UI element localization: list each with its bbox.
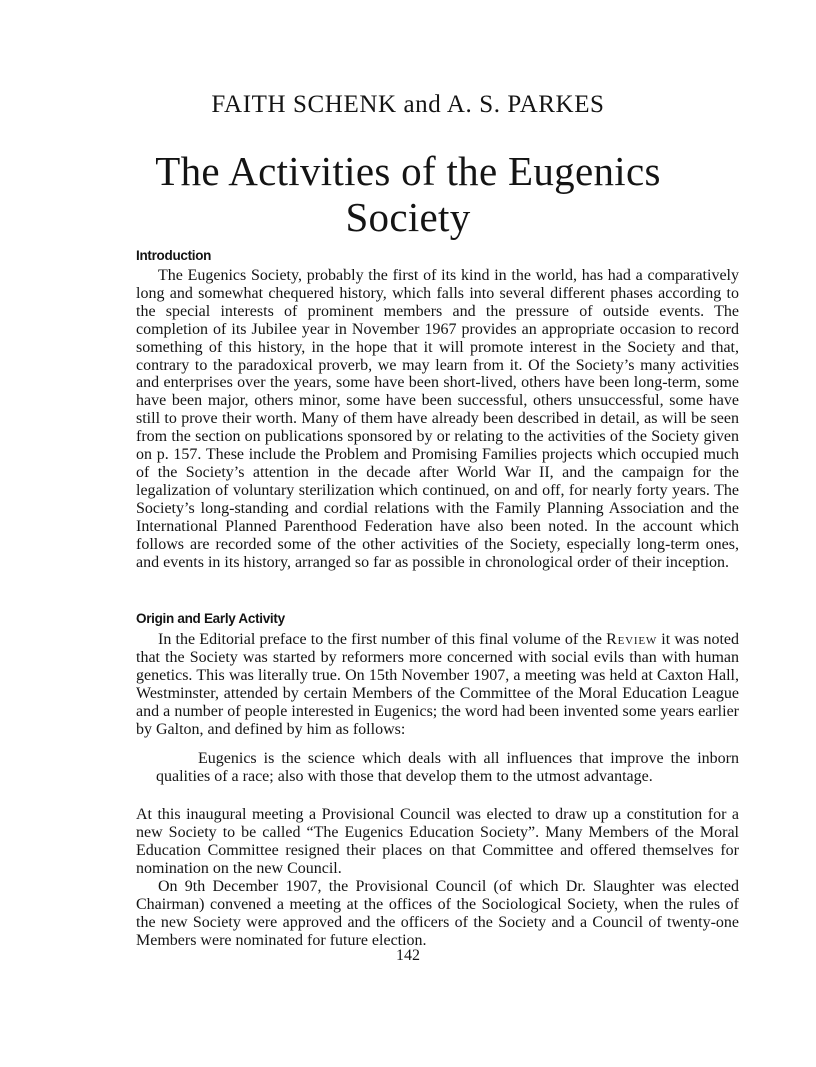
origin-paragraph-1 [136, 631, 739, 738]
page-number: 142 [396, 947, 420, 964]
introduction-paragraph: The Eugenics Society, probably the first of its kind in the world, has had a comparatively long and somewhat chequered history, which falls into several different phases according to the special interests of prominent members and the pressure of outside events. The completion of its Jubilee year in November 1967 provides an appropriate occasion to record something of this history, in the hope that it will promote interest in the Society and that, contrary to the paradoxical proverb, we may learn from it. Of the Society’s many activities and enterprises over the years, some have been short-lived, others have been long-term, some have been major, others minor, some have been successful, others unsuccessful, some have still to prove their worth. Many of them have already been described in detail, as will be seen from the section on publications sponsored by or relating to the activities of the Society given on p. 157. These include the Problem and Promising Families projects which occupied much of the Society’s attention in the decade after World War II, and the campaign for the legalization of voluntary sterilization which continued, on and off, for nearly forty years. The Society’s long-standing and cordial relations with the Family Planning Association and the International Planned Parenthood Federation have also been noted. In the account which follows are recorded some of the other activities of the Society, especially long-term ones, and events in its history, arranged so far as possible in chronological order of their inception. [136, 267, 739, 571]
review-journal-name: Review [606, 631, 658, 648]
author-line: FAITH SCHENK and A. S. PARKES [211, 91, 605, 118]
title-line-1: The Activities of the Eugenics [155, 148, 661, 194]
title-line-2: Society [345, 194, 471, 240]
galton-definition-quote: Eugenics is the science which deals with all influences that improve the inborn qualities of a race; also with those that develop them to the utmost advantage. [156, 750, 739, 786]
origin-paragraph-2: At this inaugural meeting a Provisional Council was elected to draw up a constitution for a new Society to be called “The Eugenics Education Society”. Many Members of the Moral Education Committee resigned their places on that Committee and offered themselves for nomination on the new Council. [136, 806, 739, 878]
article-title [100, 148, 716, 240]
introduction-heading: Introduction [136, 248, 212, 263]
origin-section [136, 609, 739, 950]
origin-paragraph-1-start: In the Editorial preface to the first number of this final volume of the [158, 631, 607, 648]
origin-heading: Origin and Early Activity [136, 611, 285, 626]
origin-paragraph-3: On 9th December 1907, the Provisional Council (of which Dr. Slaughter was elected Chairman) convened a meeting at the offices of the Sociological Society, when the rules of the new Society were approved and the officers of the Society and a Council of twenty-one Members were nominated for future election. [136, 878, 739, 949]
origin-paragraph-1-end: it was noted that the Society was started by reformers more concerned with social evils than with human genetics. This was literally true. On 15th November 1907, a meeting was held at Caxton Hall, Westminster, attended by certain Members of the Committee of the Moral Education League and a number of people interested in Eugenics; the word had been invented some years earlier by Galton, and defined by him as follows: [136, 631, 739, 738]
introduction-section [136, 246, 739, 571]
